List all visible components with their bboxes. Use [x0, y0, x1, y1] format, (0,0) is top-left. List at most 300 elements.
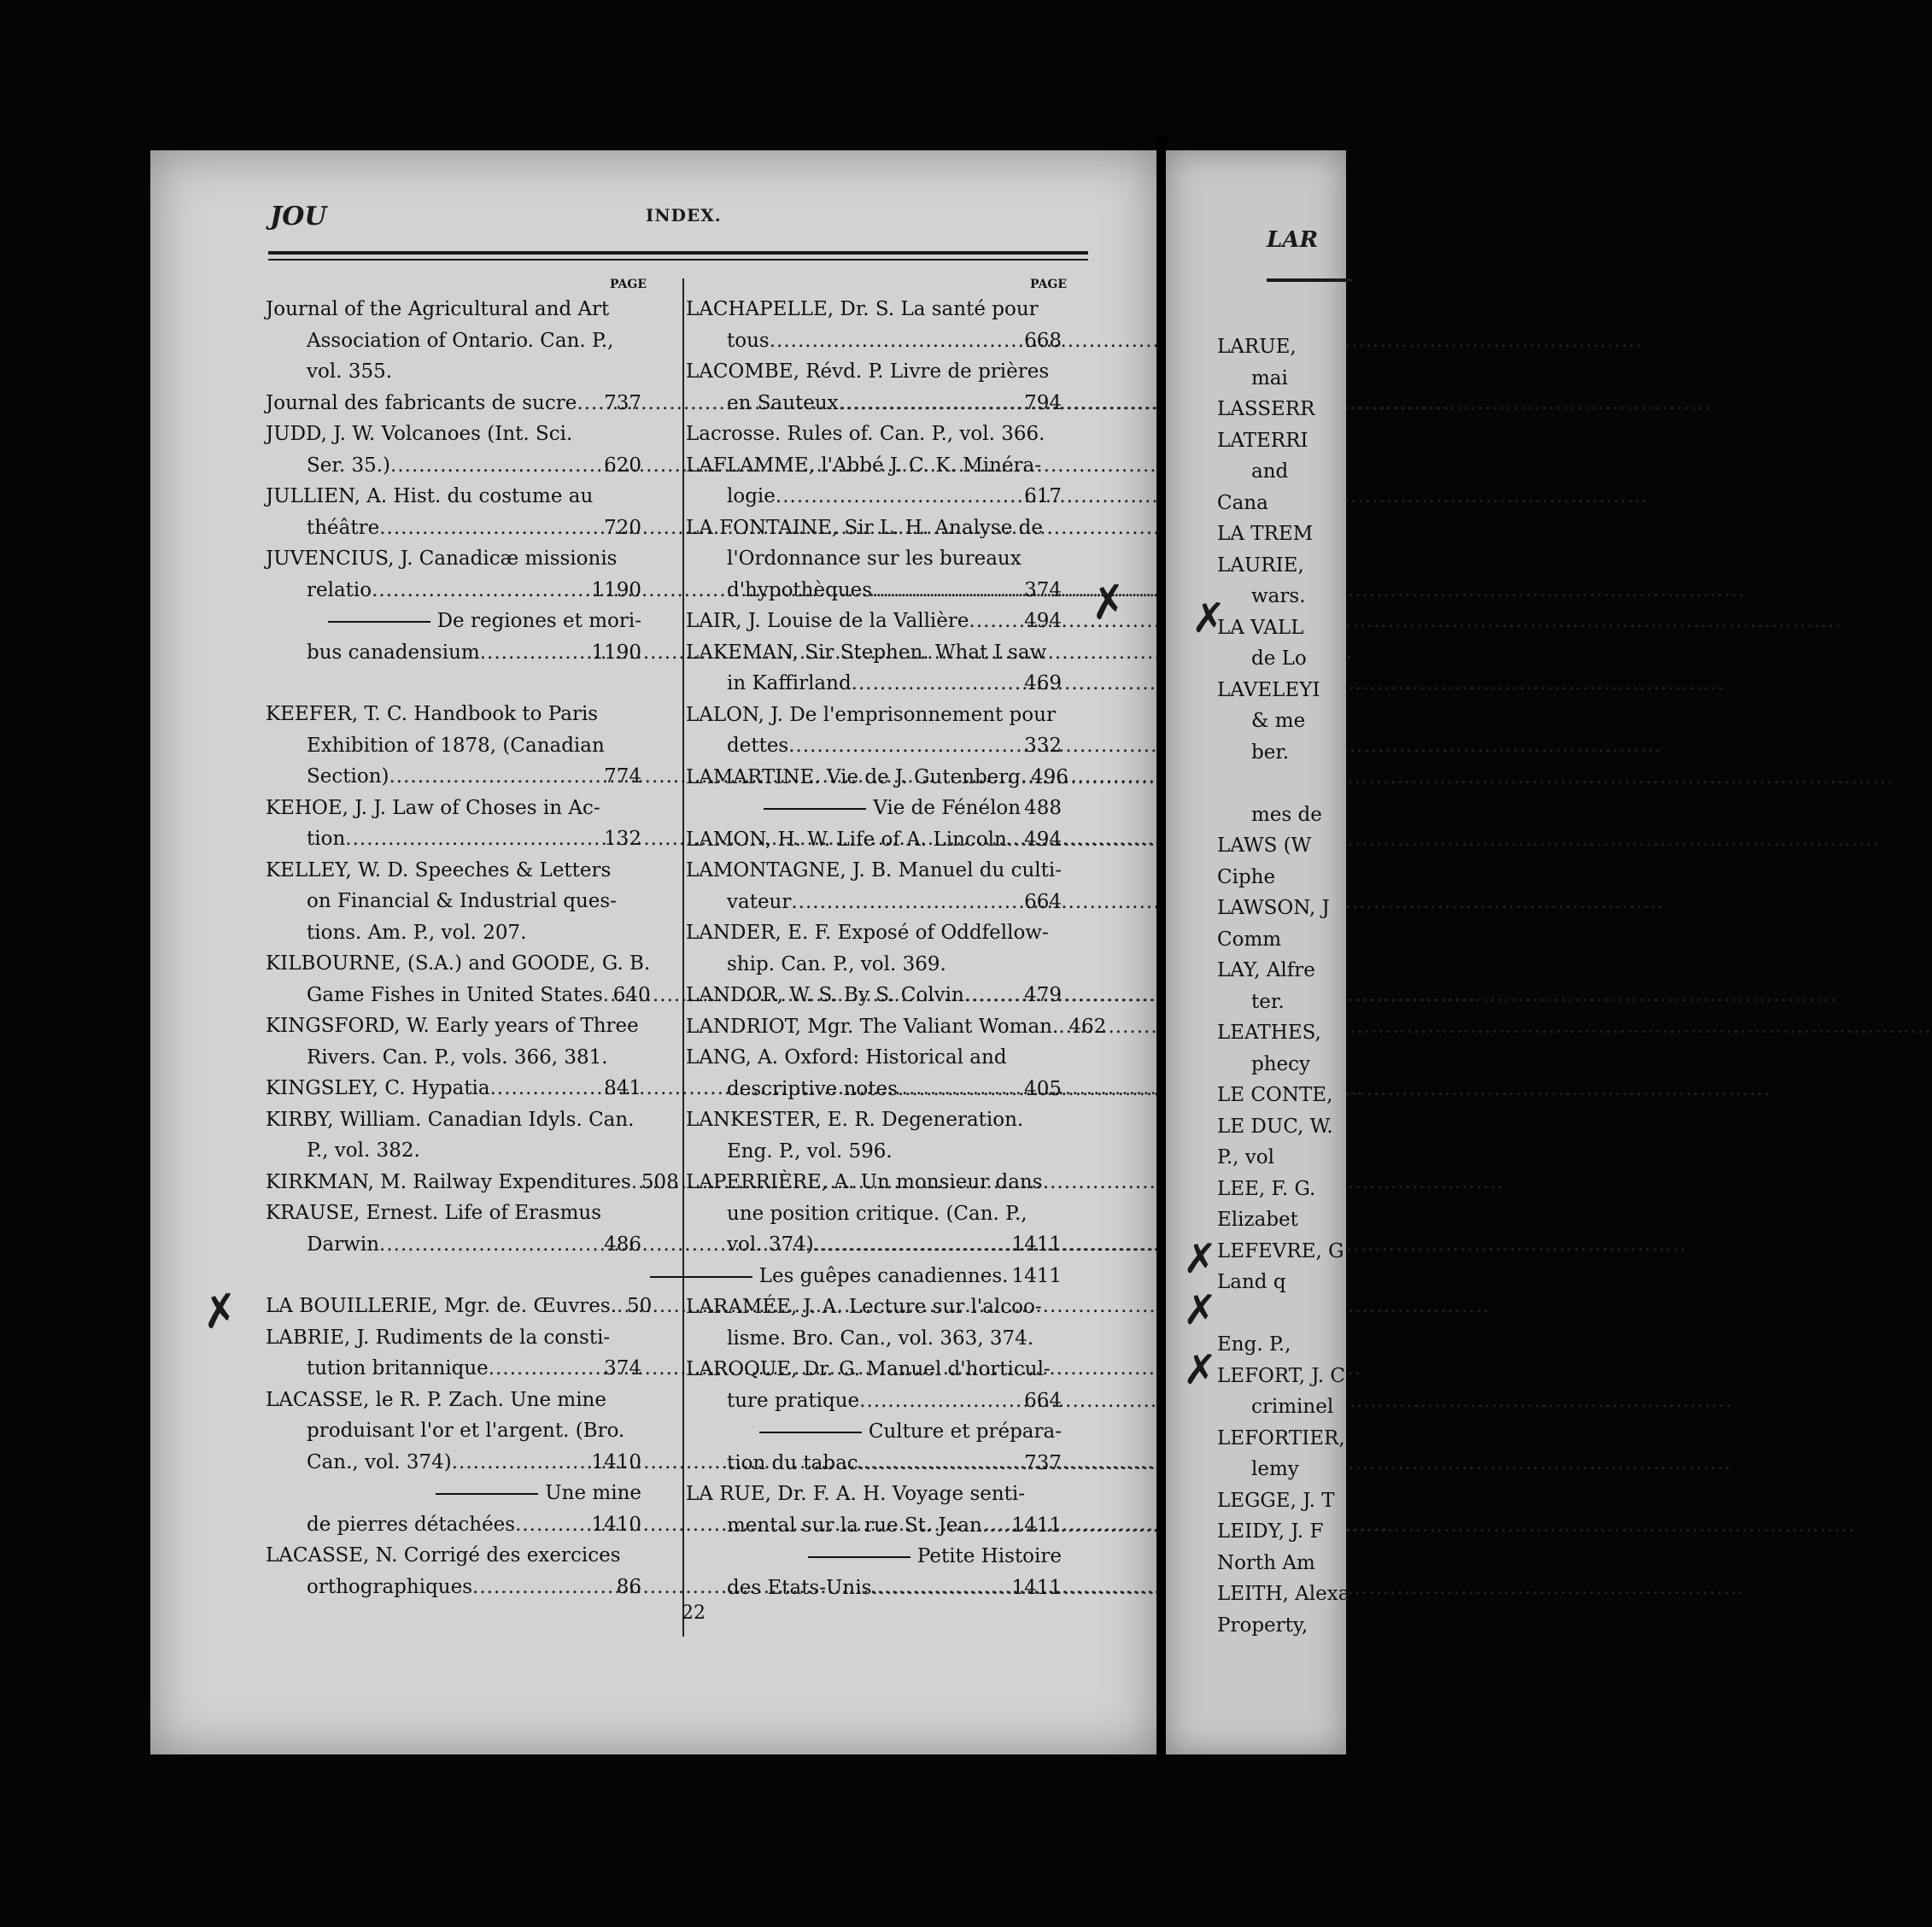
leader-dots	[379, 512, 600, 544]
entry-text: KEHOE, J. J. Law of Choses in Ac-	[266, 796, 600, 819]
entry-line	[686, 824, 1062, 856]
entry-text: une position critique. (Can. P.,	[727, 1202, 1027, 1225]
entry-page-number: 1410	[591, 1513, 641, 1536]
facing-page-line	[1217, 768, 1349, 800]
entry-line	[686, 1292, 1062, 1323]
entry-page-number: 664	[1024, 1389, 1062, 1412]
entry-page-number: 737	[604, 391, 641, 414]
entry-gap	[266, 668, 641, 699]
index-entry	[686, 855, 1062, 917]
entry-text: Rivers. Can. P., vols. 366, 381.	[307, 1046, 608, 1069]
entry-text: vateur	[727, 890, 792, 913]
index-entry	[266, 948, 651, 1010]
entry-gap	[266, 1260, 641, 1291]
handwritten-x-mark: ✗	[1183, 1346, 1218, 1394]
entry-text: LANG, A. Oxford: Historical and	[686, 1046, 1007, 1069]
entry-text: Petite Histoire	[808, 1541, 1062, 1573]
entry-line	[686, 1385, 1062, 1417]
entry-line	[686, 887, 1062, 918]
entry-line	[266, 1353, 641, 1385]
index-entry	[266, 1198, 641, 1260]
entry-text: on Financial & Industrial ques-	[307, 890, 617, 912]
leader-dots	[472, 1572, 613, 1603]
index-entry	[266, 1478, 641, 1540]
entry-line	[686, 1074, 1062, 1105]
entry-line	[686, 1042, 1062, 1074]
entry-line	[686, 419, 1062, 450]
entry-text: tous	[727, 329, 770, 352]
facing-page-line: Elizabet	[1217, 1209, 1298, 1231]
leader-dots	[814, 1229, 1009, 1261]
facing-page-line: mai	[1251, 366, 1288, 390]
index-entry	[266, 1322, 641, 1385]
entry-page-number: 620	[604, 454, 641, 477]
entry-line	[686, 917, 1062, 949]
facing-page-line: LEFEVRE, G	[1217, 1239, 1344, 1262]
entry-line	[266, 481, 641, 512]
facing-page-line: lemy	[1251, 1458, 1299, 1480]
facing-page-line: LA VALL	[1217, 616, 1304, 639]
entry-page-number: 508	[641, 1170, 679, 1193]
facing-page-line: LEE, F. G.	[1217, 1177, 1316, 1200]
index-entry	[266, 606, 641, 668]
index-entry	[266, 793, 641, 855]
entry-page-number: 664	[1024, 890, 1062, 913]
entry-line	[686, 512, 1062, 544]
index-entry	[686, 1011, 1107, 1043]
index-entry	[266, 699, 641, 793]
entry-page-number: 86	[616, 1575, 641, 1598]
index-entry	[686, 1479, 1062, 1541]
facing-page-line: LAWSON, J	[1217, 897, 1330, 919]
page-label: PAGE	[610, 278, 647, 291]
leader-dots	[389, 761, 600, 793]
entry-text: tion	[307, 828, 346, 850]
leader-dots	[379, 1229, 600, 1261]
entry-line	[266, 730, 641, 762]
running-head-right: LAR	[1267, 227, 1319, 253]
entry-text: LACHAPELLE, Dr. S. La santé pour	[686, 298, 1039, 320]
index-entry	[686, 606, 1062, 637]
leader-dots	[390, 450, 600, 482]
entry-text: KIRKMAN, M. Railway Expenditures	[266, 1170, 631, 1193]
entry-line	[686, 543, 1062, 575]
index-entry	[686, 637, 1062, 700]
entry-text: ship. Can. P., vol. 369.	[727, 952, 946, 975]
entry-line	[686, 1136, 1062, 1168]
entry-line	[686, 855, 1062, 887]
entry-page-number: 486	[604, 1233, 641, 1256]
index-entry	[686, 917, 1062, 980]
entry-text: LA BOUILLERIE, Mgr. de. Œuvres.	[266, 1295, 618, 1317]
entry-page-number: 494	[1024, 610, 1062, 632]
leader-dots	[791, 887, 1021, 918]
index-entry	[266, 1540, 641, 1602]
entry-line	[686, 1198, 1062, 1230]
index-entry	[686, 1261, 1062, 1292]
entry-text: KINGSFORD, W. Early years of Three	[266, 1015, 639, 1037]
entry-line	[266, 855, 641, 887]
page-label: PAGE	[1030, 278, 1067, 291]
leader-dots	[982, 1510, 1009, 1542]
entry-line	[686, 1510, 1062, 1542]
entry-page-number: 479	[1024, 984, 1062, 1006]
leader-dots	[858, 1448, 1021, 1479]
ditto-rule	[328, 621, 430, 623]
entry-text: KELLEY, W. D. Speeches & Letters	[266, 858, 612, 882]
leader-dots	[603, 980, 610, 1011]
entry-line	[266, 543, 641, 575]
entry-text: tion du tabac	[727, 1451, 858, 1474]
entry-text: LACASSE, le R. P. Zach. Une mine	[266, 1388, 606, 1411]
leader-dots	[617, 1291, 624, 1322]
ditto-rule	[650, 1276, 752, 1278]
entry-text: mental sur la rue St. Jean	[727, 1514, 982, 1537]
entry-list	[266, 294, 679, 1602]
entry-text: P., vol. 382.	[307, 1139, 420, 1162]
facing-page-line: Property,	[1217, 1614, 1308, 1637]
entry-text: LANDER, E. F. Exposé of Oddfellow-	[686, 922, 1049, 944]
index-entry	[686, 1541, 1062, 1603]
entry-line	[686, 325, 1062, 357]
entry-text: Journal des fabricants de sucre	[266, 391, 577, 414]
facing-page-line: phecy	[1251, 1052, 1311, 1075]
index-entry	[266, 543, 641, 606]
entry-line	[686, 388, 1062, 419]
entry-line	[686, 1229, 1062, 1261]
index-entry	[686, 356, 1062, 419]
leader-dots	[372, 575, 588, 606]
entry-page-number: 1411	[1011, 1576, 1062, 1599]
entry-list	[686, 294, 1107, 1603]
entry-line	[266, 980, 651, 1011]
entry-text: LAFLAMME, l'Abbé J. C. K. Minéra-	[686, 454, 1041, 477]
index-entry	[686, 1167, 1062, 1261]
entry-page-number: 668	[1024, 329, 1062, 352]
facing-page-line: LAVELEYI	[1217, 678, 1320, 701]
entry-line	[266, 294, 641, 325]
entry-text: KINGSLEY, C. Hypatia	[266, 1077, 490, 1099]
entry-page-number: 374	[1024, 578, 1062, 601]
entry-line	[266, 886, 641, 917]
entry-page-number: 737	[1024, 1451, 1062, 1474]
facing-page-entries	[1217, 331, 1349, 1641]
entry-text: KIRBY, William. Canadian Idyls. Can.	[266, 1108, 635, 1131]
index-entry	[686, 450, 1062, 512]
entry-line	[266, 388, 641, 419]
entry-text: LALON, J. De l'emprisonnement pour	[686, 703, 1056, 726]
entry-line	[686, 356, 1062, 388]
facing-page-line: North Am	[1217, 1551, 1315, 1574]
index-entry	[686, 700, 1062, 762]
entry-text: dettes	[727, 735, 789, 757]
index-entry	[686, 1292, 1062, 1354]
index-entry	[266, 1291, 653, 1322]
entry-text: vol. 374)	[727, 1233, 814, 1256]
leader-dots	[490, 1073, 600, 1104]
facing-page-line: Cana	[1217, 491, 1268, 514]
entry-page-number: 1190	[591, 578, 641, 601]
entry-line	[266, 1385, 641, 1416]
entry-line	[686, 1479, 1062, 1510]
entry-text: LAMON, H. W. Life of A. Lincoln	[686, 828, 1007, 851]
ditto-rule	[764, 808, 866, 810]
entry-line	[686, 575, 1062, 606]
handwritten-x-mark: ✗	[198, 1284, 243, 1340]
entry-text: Darwin	[307, 1233, 380, 1256]
index-entry	[686, 1416, 1062, 1479]
entry-text: l'Ordonnance sur les bureaux	[727, 548, 1022, 570]
entry-text: lisme. Bro. Can., vol. 363, 374.	[727, 1327, 1034, 1350]
entry-text: Section)	[307, 765, 389, 788]
index-entry	[686, 762, 1068, 794]
entry-text: LARAMÉE, J. A. Lecture sur l'alcoo-	[686, 1296, 1042, 1318]
entry-text: Culture et prépara-	[759, 1416, 1062, 1448]
entry-text: bus canadensium	[307, 641, 480, 664]
entry-text: ture pratique	[727, 1389, 860, 1412]
column-divider	[682, 278, 684, 1637]
running-head-left: JOU	[270, 202, 327, 231]
entry-text: LANDRIOT, Mgr. The Valiant Woman.	[686, 1015, 1059, 1038]
entry-line	[266, 1042, 641, 1074]
index-column-right	[686, 275, 1107, 1603]
entry-line	[686, 730, 1062, 762]
handwritten-x-mark: ✗	[1191, 594, 1227, 642]
entry-text: JULLIEN, A. Hist. du costume au	[266, 485, 594, 507]
entry-line	[686, 1104, 1062, 1136]
header-rule-thin	[268, 259, 1088, 261]
facing-page-line	[1217, 1298, 1349, 1330]
entry-line	[686, 1448, 1062, 1479]
facing-page-line: ber.	[1251, 741, 1290, 764]
entry-text: LABRIE, J. Rudiments de la consti-	[266, 1326, 611, 1349]
ditto-rule	[808, 1556, 910, 1558]
entry-line	[266, 1010, 641, 1042]
entry-line	[266, 1229, 641, 1261]
entry-line	[686, 637, 1062, 669]
entry-line	[686, 481, 1062, 512]
entry-text: Eng. P., vol. 596.	[727, 1139, 893, 1163]
entry-page-number: 617	[1024, 485, 1062, 507]
entry-text: LAKEMAN, Sir Stephen. What I saw	[686, 641, 1047, 664]
facing-page	[1166, 150, 1350, 1754]
entry-text: en Sauteux	[727, 391, 839, 414]
leader-dots	[770, 325, 1021, 357]
entry-line	[686, 1416, 1062, 1448]
entry-line	[266, 917, 641, 949]
entry-line	[686, 1011, 1107, 1043]
entry-line	[266, 948, 651, 980]
entry-text: Association of Ontario. Can. P.,	[307, 329, 614, 352]
entry-line	[266, 1415, 641, 1447]
entry-line	[686, 949, 1062, 981]
index-entry	[266, 481, 641, 543]
header-rule	[268, 251, 1088, 255]
entry-line	[266, 1198, 641, 1229]
entry-text: JUDD, J. W. Volcanoes (Int. Sci.	[266, 423, 573, 445]
facing-page-line: LEITH, Alexa	[1217, 1583, 1350, 1605]
entry-page-number: 640	[612, 983, 651, 1006]
entry-text: KILBOURNE, (S.A.) and GOODE, G. B.	[266, 952, 651, 975]
entry-text: vol. 355.	[307, 360, 393, 383]
entry-page-number: 1411	[1011, 1514, 1062, 1537]
index-entry	[266, 855, 641, 949]
entry-text: KEEFER, T. C. Handbook to Paris	[266, 703, 599, 725]
index-entry	[686, 294, 1062, 356]
leader-dots	[898, 1074, 1021, 1105]
handwritten-x-mark: ✗	[1086, 575, 1131, 631]
leader-dots	[872, 575, 1021, 606]
page-number: 22	[682, 1602, 705, 1624]
entry-text: LA FONTAINE, Sir L. H. Analyse de	[686, 516, 1043, 539]
header-rule	[1267, 278, 1352, 282]
entry-line	[266, 575, 641, 606]
entry-line	[686, 1541, 1062, 1573]
entry-text: De regiones et mori-	[328, 606, 641, 637]
leader-dots	[776, 481, 1021, 512]
facing-page-line: mes de	[1251, 803, 1322, 826]
entry-text: de pierres détachées	[307, 1513, 516, 1536]
entry-page-number: 1190	[591, 641, 641, 664]
entry-text: LACOMBE, Révd. P. Livre de prières	[686, 360, 1050, 383]
leader-dots	[852, 668, 1021, 700]
facing-page-line: LEGGE, J. T	[1217, 1489, 1335, 1512]
facing-page-line: Comm	[1217, 928, 1282, 951]
facing-page-line: LEFORT, J. C	[1217, 1364, 1346, 1387]
entry-page-number: 496	[1031, 765, 1068, 788]
leader-dots	[964, 980, 1021, 1011]
entry-line	[266, 606, 641, 637]
leader-dots	[515, 1509, 588, 1541]
facing-page-line: LE CONTE,	[1217, 1084, 1333, 1106]
leader-dots	[871, 1573, 1008, 1604]
entry-text: KRAUSE, Ernest. Life of Erasmus	[266, 1202, 601, 1224]
facing-page-line: LAWS (W	[1217, 835, 1312, 857]
facing-page-line: criminel	[1251, 1396, 1334, 1418]
entry-line	[686, 1261, 1062, 1292]
entry-line	[266, 356, 641, 388]
entry-text: LAMARTINE. Vie de J. Gutenberg	[686, 765, 1022, 788]
leader-dots	[1058, 1011, 1065, 1043]
entry-line	[266, 699, 641, 730]
entry-page-number: 332	[1024, 735, 1062, 757]
facing-page-line: Ciphe	[1217, 865, 1276, 888]
index-entry	[266, 1167, 679, 1198]
entry-line	[266, 1104, 641, 1136]
entry-text: Ser. 35.)	[307, 454, 391, 477]
facing-page-line: LASSERR	[1217, 398, 1315, 420]
index-entry	[686, 1042, 1062, 1104]
entry-text: théâtre	[307, 516, 380, 539]
entry-text: Exhibition of 1878, (Canadian	[307, 734, 605, 757]
entry-text: Game Fishes in United States	[307, 983, 603, 1006]
facing-page-line: LAURIE,	[1217, 554, 1304, 577]
entry-line	[266, 1135, 641, 1167]
entry-line	[266, 637, 641, 669]
facing-page-line: & me	[1251, 710, 1306, 732]
entry-page-number: 1411	[1011, 1264, 1062, 1287]
facing-page-line: LEIDY, J. F	[1217, 1520, 1324, 1543]
entry-line	[686, 793, 1062, 824]
entry-text: LANKESTER, E. R. Degeneration.	[686, 1109, 1024, 1131]
entry-page-number: 405	[1024, 1077, 1062, 1100]
running-head-center: INDEX.	[646, 205, 722, 226]
entry-line	[686, 700, 1062, 731]
entry-line	[266, 1478, 641, 1509]
entry-line	[686, 980, 1062, 1011]
index-entry	[686, 980, 1062, 1011]
facing-page-line: and	[1251, 460, 1289, 483]
entry-page-number: 374	[604, 1357, 641, 1379]
facing-page-line: LE DUC, W.	[1217, 1115, 1333, 1138]
facing-page-line: ter.	[1251, 990, 1285, 1013]
leader-dots	[859, 1385, 1021, 1417]
entry-line	[266, 1322, 641, 1354]
entry-text: JUVENCIUS, J. Canadicæ missionis	[266, 548, 618, 570]
ditto-rule	[759, 1432, 862, 1433]
entry-line	[266, 823, 641, 855]
index-entry	[686, 512, 1062, 606]
index-entry	[266, 1010, 641, 1073]
leader-dots	[345, 823, 600, 855]
entry-line	[686, 294, 1062, 325]
entry-text: Les guêpes canadiennes.	[650, 1261, 1009, 1292]
entry-text: d'hypothèques	[727, 578, 873, 601]
index-entry	[686, 793, 1062, 824]
entry-line	[686, 668, 1062, 700]
entry-text: LACASSE, N. Corrigé des exercices	[266, 1544, 621, 1567]
leader-dots	[480, 637, 588, 669]
entry-text: descriptive notes	[727, 1077, 898, 1100]
index-entry	[266, 1073, 641, 1104]
index-entry	[266, 1385, 641, 1479]
entry-text: produisant l'or et l'argent. (Bro.	[307, 1420, 625, 1442]
facing-page-line: LATERRI	[1217, 429, 1308, 452]
entry-line	[266, 1509, 641, 1541]
entry-page-number: 720	[604, 516, 641, 539]
entry-line	[686, 1323, 1062, 1355]
handwritten-x-mark: ✗	[1183, 1286, 1218, 1334]
ditto-rule	[436, 1493, 538, 1495]
index-entry	[266, 388, 641, 419]
entry-text: LAPERRIÈRE, A. Un monsieur dans	[686, 1171, 1043, 1193]
facing-page-line: LEFORTIER,	[1217, 1426, 1345, 1450]
index-entry	[266, 419, 641, 481]
leader-dots	[577, 388, 600, 419]
entry-line	[686, 1167, 1062, 1198]
facing-page-line: Land q	[1217, 1271, 1286, 1293]
leader-dots	[839, 388, 1021, 419]
facing-page-line: LEATHES,	[1217, 1022, 1321, 1044]
entry-line	[266, 1073, 641, 1104]
index-entry	[686, 419, 1062, 450]
entry-page-number: 1410	[591, 1450, 641, 1473]
index-entry	[266, 294, 641, 388]
facing-page-line: LAY, Alfre	[1217, 959, 1315, 981]
entry-line	[266, 793, 641, 824]
leader-dots	[489, 1353, 600, 1385]
entry-page-number: 488	[1024, 797, 1062, 819]
index-entry	[266, 1104, 641, 1167]
entry-line	[266, 1167, 679, 1198]
entry-line	[266, 419, 641, 450]
facing-page-line: wars.	[1251, 585, 1306, 607]
handwritten-x-mark: ✗	[1183, 1235, 1218, 1283]
leader-dots	[788, 730, 1021, 762]
entry-text: LA RUE, Dr. F. A. H. Voyage senti-	[686, 1483, 1026, 1505]
entry-page-number: 469	[1024, 672, 1062, 694]
facing-page-line: P., vol	[1217, 1146, 1274, 1168]
